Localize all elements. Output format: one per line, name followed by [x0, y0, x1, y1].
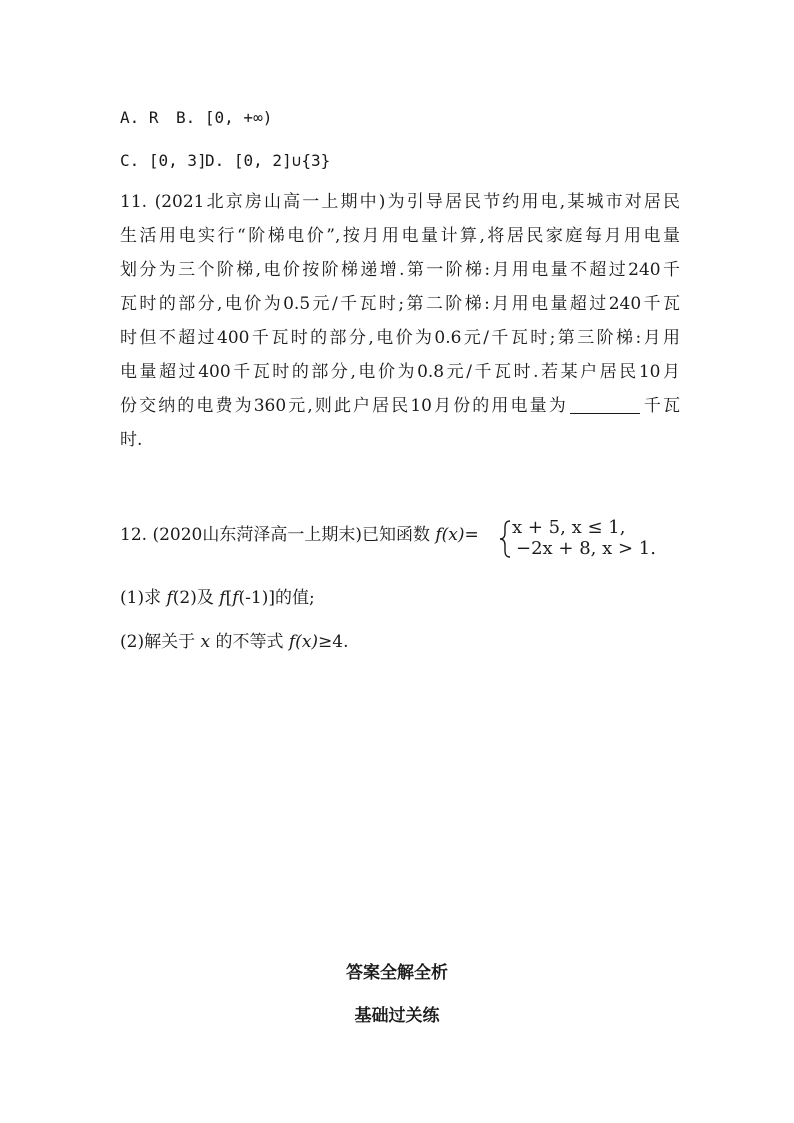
- q12-stem: [120, 520, 479, 545]
- option-a: A. R: [120, 108, 159, 127]
- q12-part-2: (2)解关于 x 的不等式 f(x)≥4.: [120, 632, 349, 652]
- option-d: D. [0, 2]∪{3}: [205, 151, 331, 170]
- option-c: C. [0, 3]: [120, 151, 207, 170]
- q11-line: 份交纳的电费为360元,则此户居民10月份的用电量为: [120, 396, 568, 416]
- q11-unit: 千瓦: [641, 396, 680, 416]
- q11-line-with-blank: [120, 389, 680, 423]
- q11-line: 11. (2021北京房山高一上期中)为引导居民节约用电,某城市对居民: [120, 192, 680, 212]
- q12-stem-text: 12. (2020山东菏泽高一上期末)已知函数: [120, 525, 430, 545]
- q11-line: 电量超过400千瓦时的部分,电价为0.8元/千瓦时.若某户居民10月: [120, 362, 680, 382]
- q12-part-1: (1)求 f(2)及 f[f(-1)]的值;: [120, 588, 315, 608]
- q11-line: 时但不超过400千瓦时的部分,电价为0.6元/千瓦时;第三阶梯:月用: [120, 328, 680, 348]
- curly-brace-icon: [498, 519, 512, 559]
- q11-line: 生活用电实行“阶梯电价”,按月用电量计算,将居民家庭每月用电量: [120, 226, 680, 246]
- q12-case-2: −2x + 8, x > 1.: [516, 538, 656, 559]
- question-11: [120, 185, 680, 457]
- q12-function: f(x)=: [435, 525, 479, 545]
- q12-case-1: x + 5, x ≤ 1,: [512, 517, 626, 538]
- option-b: B. [0, +∞): [176, 108, 273, 127]
- answer-subtitle: 基础过关练: [354, 1006, 440, 1026]
- q11-line: 时.: [120, 430, 143, 450]
- q11-line: 瓦时的部分,电价为0.5元/千瓦时;第二阶梯:月用电量超过240千瓦: [120, 294, 680, 314]
- answer-title: 答案全解全析: [346, 963, 448, 983]
- answer-blank[interactable]: [570, 393, 640, 414]
- q11-line: 划分为三个阶梯,电价按阶梯递增.第一阶梯:月用电量不超过240千: [120, 260, 680, 280]
